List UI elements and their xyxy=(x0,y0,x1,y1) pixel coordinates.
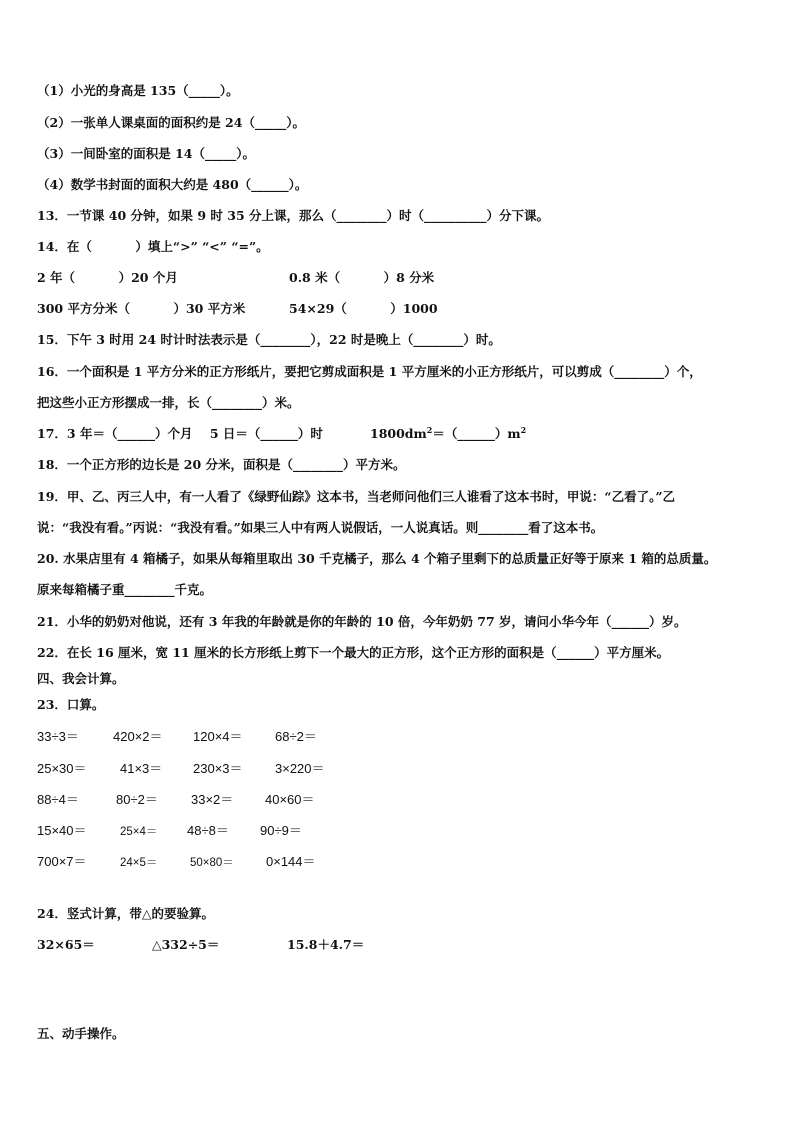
question-13: 13．一节课 40 分钟，如果 9 时 35 分上课，那么（________）时（__________）分下课。 xyxy=(37,208,549,223)
oral-calc: 230×3＝ xyxy=(193,761,243,776)
item-bedroom-area: （3）一间卧室的面积是 14（_____）。 xyxy=(37,146,255,161)
section-4-heading: 四、我会计算。 xyxy=(37,671,125,686)
item-book-cover-area: （4）数学书封面的面积大约是 480（______）。 xyxy=(37,177,308,192)
q17-conversion: ＝（______）m xyxy=(432,426,521,441)
oral-calc: 33×2＝ xyxy=(191,792,234,807)
oral-calc: 15×40＝ xyxy=(37,823,87,838)
question-14-a: 2 年（ ）20 个月 xyxy=(37,270,178,285)
question-14: 14．在（ ）填上“>” “<” “=”。 xyxy=(37,239,269,254)
question-18: 18．一个正方形的边长是 20 分米，面积是（________）平方米。 xyxy=(37,457,406,472)
oral-calc: 25×30＝ xyxy=(37,761,87,776)
section-5-heading: 五、动手操作。 xyxy=(37,1026,125,1041)
q17-unit-exp: 2 xyxy=(520,424,527,435)
oral-calc: 700×7＝ xyxy=(37,854,87,869)
vertical-calc: △332÷5＝ xyxy=(152,937,220,952)
question-14-d: 54×29（ ）1000 xyxy=(289,301,438,316)
oral-calc: 40×60＝ xyxy=(265,792,315,807)
oral-calc: 88÷4＝ xyxy=(37,792,79,807)
oral-calc: 48÷8＝ xyxy=(187,823,229,838)
question-17-part1: 17．3 年＝（______）个月 5 日＝（______）时 xyxy=(37,426,323,441)
oral-calc: 0×144＝ xyxy=(266,854,316,869)
oral-calc: 41×3＝ xyxy=(120,761,163,776)
oral-calc: 50×80＝ xyxy=(190,857,234,869)
question-19-line1: 19．甲、乙、丙三人中，有一人看了《绿野仙踪》这本书，当老师问他们三人谁看了这本书时，甲说：“乙看了。”乙 xyxy=(37,489,676,504)
question-16-line2: 把这些小正方形摆成一排，长（________）米。 xyxy=(37,395,300,410)
question-15: 15．下午 3 时用 24 时计时法表示是（________），22 时是晚上（________）时。 xyxy=(37,332,501,347)
oral-calc: 33÷3＝ xyxy=(37,729,79,744)
question-21: 21．小华的奶奶对他说，还有 3 年我的年龄就是你的年龄的 10 倍，今年奶奶 77 岁，请问小华今年（______）岁。 xyxy=(37,614,687,629)
vertical-calc: 32×65＝ xyxy=(37,937,95,952)
oral-calc: 420×2＝ xyxy=(113,729,163,744)
question-24: 24．竖式计算，带△的要验算。 xyxy=(37,906,215,921)
q17-volume: 1800dm xyxy=(370,426,427,441)
item-desk-area: （2）一张单人课桌面的面积约是 24（_____）。 xyxy=(37,115,305,130)
oral-calc: 24×5＝ xyxy=(120,857,158,869)
question-16-line1: 16．一个面积是 1 平方分米的正方形纸片，要把它剪成面积是 1 平方厘米的小正方形纸片，可以剪成（________）个， xyxy=(37,364,702,379)
question-19-line2: 说：“我没有看。”丙说：“我没有看。”如果三人中有两人说假话，一人说真话。则________看了这本书。 xyxy=(37,520,604,535)
oral-calc: 80÷2＝ xyxy=(116,792,158,807)
item-height: （1）小光的身高是 135（_____）。 xyxy=(37,83,239,98)
question-14-b: 0.8 米（ ）8 分米 xyxy=(289,270,435,285)
vertical-calc: 15.8＋4.7＝ xyxy=(287,937,365,952)
oral-calc: 90÷9＝ xyxy=(260,823,302,838)
oral-calc: 25×4＝ xyxy=(120,826,158,838)
question-20-line2: 原来每箱橘子重________千克。 xyxy=(37,582,213,597)
oral-calc: 120×4＝ xyxy=(193,729,243,744)
question-17-part2 xyxy=(370,426,526,442)
question-23: 23．口算。 xyxy=(37,697,105,712)
question-20-line1: 20. 水果店里有 4 箱橘子，如果从每箱里取出 30 千克橘子，那么 4 个箱子里剩下的总质量正好等于原来 1 箱的总质量。 xyxy=(37,551,717,566)
q17-volume-exp: 2 xyxy=(426,424,433,435)
question-22: 22．在长 16 厘米，宽 11 厘米的长方形纸上剪下一个最大的正方形，这个正方形的面积是（______）平方厘米。 xyxy=(37,645,670,660)
oral-calc: 3×220＝ xyxy=(275,761,325,776)
oral-calc: 68÷2＝ xyxy=(275,729,317,744)
question-14-c: 300 平方分米（ ）30 平方米 xyxy=(37,301,246,316)
